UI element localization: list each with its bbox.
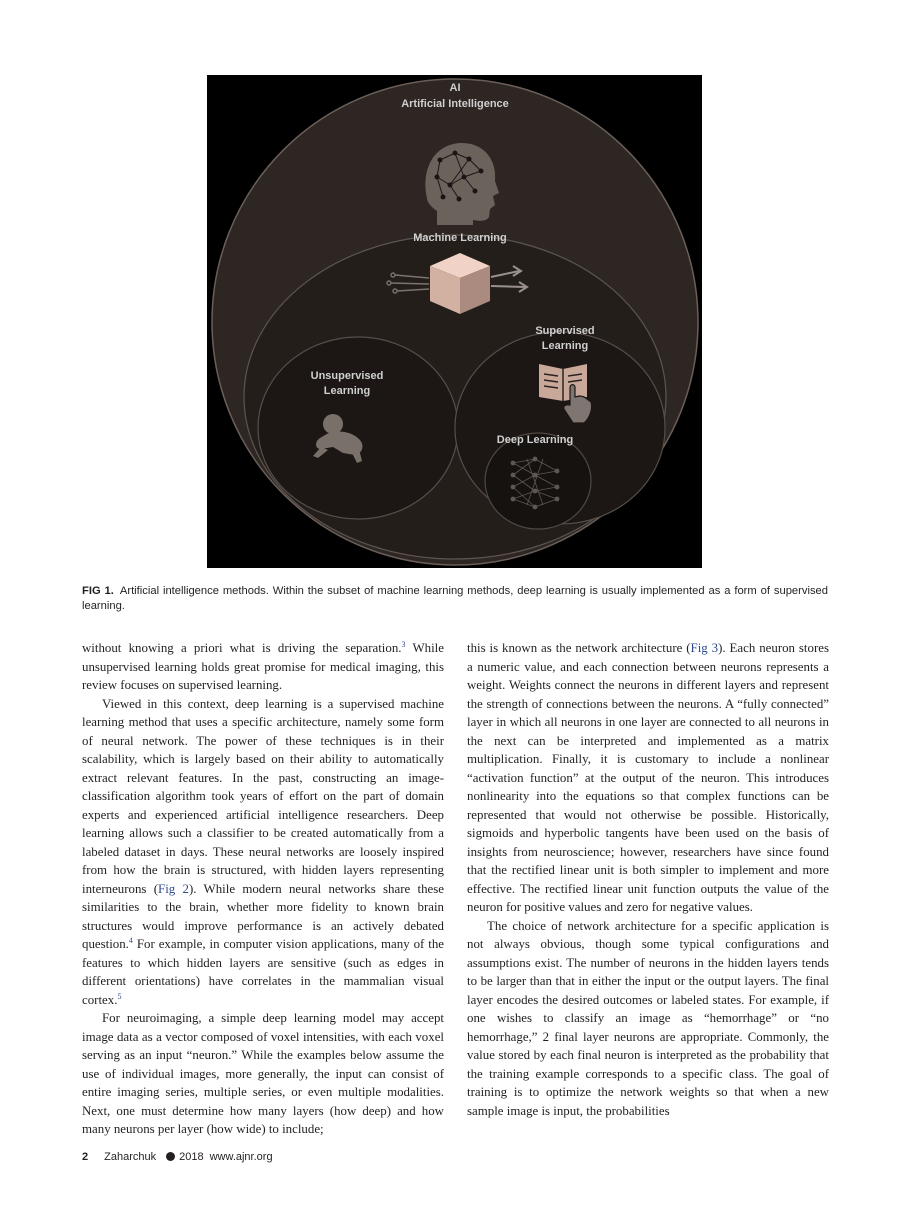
- unsupervised-label: Unsupervised: [310, 370, 384, 382]
- figure-caption: [82, 584, 828, 614]
- text-run: For example, in computer vision applications, many of the features to which hidden layers are sensitive (such as edges in different orientations) have correlates in the mammalian visual cortex.: [82, 937, 444, 1007]
- bullet-icon: [166, 1152, 175, 1161]
- reference-4[interactable]: 4: [128, 936, 133, 945]
- text-run: Viewed in this context, deep learning is a supervised machine learning method that uses a specific architecture, namely some form of neural network. The power of these techniques is in their scalability, which is largely based on their ability to automatically extract relevant features. In the past, constructing an image-classification algorithm took years of effort on the part of domain experts and experienced artificial intelligence researchers. Deep learning allows such a classifier to be created automatically from a labeled dataset in days. These neural networks are loosely inspired from how the brain is structured, with hidden layers representing interneurons (: [82, 696, 444, 896]
- left-column: [82, 639, 444, 1139]
- footer-year: 2018: [179, 1151, 204, 1163]
- ai-label: AI: [449, 82, 461, 94]
- text-run: ). While modern neural networks share these similarities to the brain, whether more fidelity to known brain structures would improve performance is an actively debated question.: [82, 881, 445, 951]
- figure-1: [207, 75, 702, 568]
- ml-label: Machine Learning: [413, 232, 507, 244]
- right-paragraph-1: [467, 639, 829, 917]
- caption-text: Artificial intelligence methods. Within the subset of machine learning methods, deep learning is usually implemented as a form of supervised learning.: [82, 585, 828, 612]
- deep-learning-circle: [485, 433, 591, 529]
- footer-author: Zaharchuk: [104, 1151, 157, 1163]
- footer-website[interactable]: www.ajnr.org: [209, 1151, 273, 1163]
- deep-learning-label: Deep Learning: [496, 434, 574, 446]
- left-paragraph-3: For neuroimaging, a simple deep learning model may accept image data as a vector composed of voxel intensities, with each voxel serving as an input “neuron.” While the examples below assume the use of individual images, more generally, the input can consist of entire imaging series, multiple series, or even multiple modalities. Next, one must determine how many layers (how deep) and how many neurons per layer (how wide) to include;: [82, 1011, 444, 1136]
- text-run: without knowing a priori what is driving the separation.: [82, 641, 402, 655]
- page-footer: [82, 1151, 273, 1163]
- reference-3[interactable]: 3: [401, 640, 406, 649]
- reference-5[interactable]: 5: [117, 991, 122, 1001]
- caption-label: FIG 1.: [82, 585, 114, 597]
- page-number: 2: [82, 1151, 89, 1163]
- ai-label-full: Artificial Intelligence: [401, 98, 509, 110]
- left-paragraph-2: [82, 695, 444, 1010]
- fig-3-link[interactable]: Fig 3: [690, 641, 719, 655]
- supervised-label: Supervised: [535, 325, 595, 337]
- text-run: ). Each neuron stores a numeric value, and each connection between neurons represents a weight. Weights connect the neurons in different layers and represent the strength of connections between the neurons. A “fully connected” layer in which all neurons in one layer are connected to all neurons in the next can be interpreted and implemented as a matrix multiplication. Finally, it is customary to include a nonlinear “activation function” at the output of the neuron. This introduces nonlinearity into the equations so that complex functions can be represented that would not otherwise be possible. Historically, sigmoids and hyperbolic tangents have been used on the basis of insights from neuroscience; however, researchers have since found that the rectified linear unit is both simpler to implement and more effective. The rectified linear unit function outputs the value of the neuron for positive values and zero for negative values.: [467, 641, 829, 914]
- supervised-label-2: Learning: [541, 340, 589, 352]
- unsupervised-label-2: Learning: [323, 385, 371, 397]
- figure-1-diagram: [207, 75, 702, 568]
- right-column: [467, 639, 829, 1120]
- text-run: this is known as the network architecture (: [467, 641, 691, 655]
- text-run: While unsupervised learning holds great promise for medical imaging, this review focuses on supervised learning.: [82, 641, 444, 692]
- unsupervised-circle: [258, 337, 458, 519]
- fig-2-link[interactable]: Fig 2: [158, 881, 189, 896]
- left-paragraph-1: [82, 639, 444, 695]
- right-paragraph-2: The choice of network architecture for a specific application is not always obvious, though some typical configurations and assumptions exist. The number of neurons in the hidden layers tends to be larger than that in either the input or the output layers. The final layer encodes the desired outcomes or labeled states. For example, if one wishes to classify an image as “hemorrhage” or “no hemorrhage,” 2 final layer neurons are appropriate. Commonly, the value stored by each final neuron is interpreted as the probability that the training example corresponds to a specific class. The goal of training is to optimize the network weights so that when a new sample image is input, the probabilities: [467, 918, 829, 1118]
